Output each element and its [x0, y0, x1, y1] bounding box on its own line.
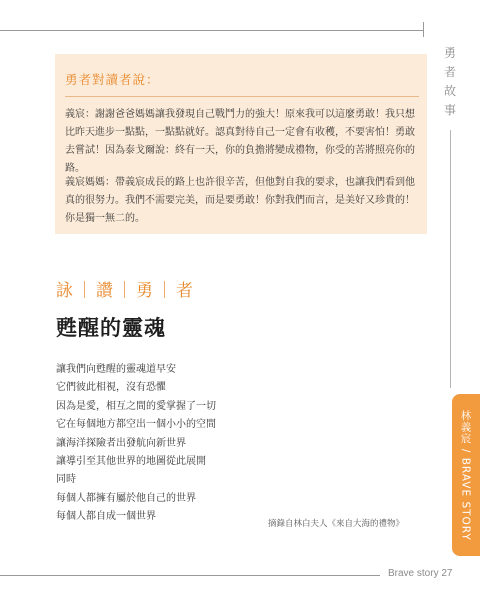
note-paragraph: 義宸：謝謝爸爸媽媽讓我發現自己戰鬥力的強大！原來我可以這麼勇敢！我只想比昨天進步一點點，一點點就好。認真對待自己一定會有收穫，不要害怕！勇敢去嘗試！因為泰戈爾說：終有一天，你的負擔將變成禮物，你受的苦將照亮你的路。: [65, 109, 415, 174]
poem-line: 它在每個地方都空出一個小小的空間: [56, 419, 216, 431]
poem-line: 它們彼此相視，沒有恐懼: [56, 382, 166, 394]
note-divider: [65, 96, 419, 97]
reader-note-box: [55, 54, 427, 234]
poem-title: 甦醒的靈魂: [56, 315, 166, 340]
poem-citation: 摘錄自林白夫人《來自大海的禮物》: [267, 519, 404, 529]
top-rule: [0, 30, 423, 31]
side-divider: [450, 130, 451, 388]
side-tab-label: 林義宸 / BRAVE STORY: [459, 409, 472, 541]
poem-line: 同時: [56, 474, 76, 486]
footer-rule: [0, 575, 380, 576]
poem-line: 每個人都擁有屬於他自己的世界: [56, 492, 196, 504]
note-title: 勇者對讀者說：: [65, 72, 160, 87]
poem-body: [56, 361, 216, 527]
poem-line: 讓海洋探險者出發航向新世界: [56, 437, 186, 449]
note-paragraph: 義宸媽媽：帶義宸成長的路上也許很辛苦，但他對自我的要求，也讓我們看到他真的很努力。我們不需要完美，而是要勇敢！你對我們而言，是美好又珍貴的！你是獨一無二的。: [65, 177, 415, 224]
section-label: 詠｜讚｜勇｜者: [56, 281, 196, 301]
poem-line: 讓我們向甦醒的靈魂道早安: [56, 364, 176, 375]
poem-line: 因為是愛，相互之間的愛掌握了一切: [56, 400, 216, 412]
side-header-title: 勇者故事: [443, 46, 456, 117]
poem-line: 每個人都自成一個世界: [56, 511, 156, 523]
poem-line: 讓導引至其他世界的地圖從此展開: [56, 456, 206, 468]
page-footer: Brave story 27: [388, 568, 453, 579]
top-rule-end: [423, 22, 424, 37]
side-tab: [452, 394, 480, 556]
